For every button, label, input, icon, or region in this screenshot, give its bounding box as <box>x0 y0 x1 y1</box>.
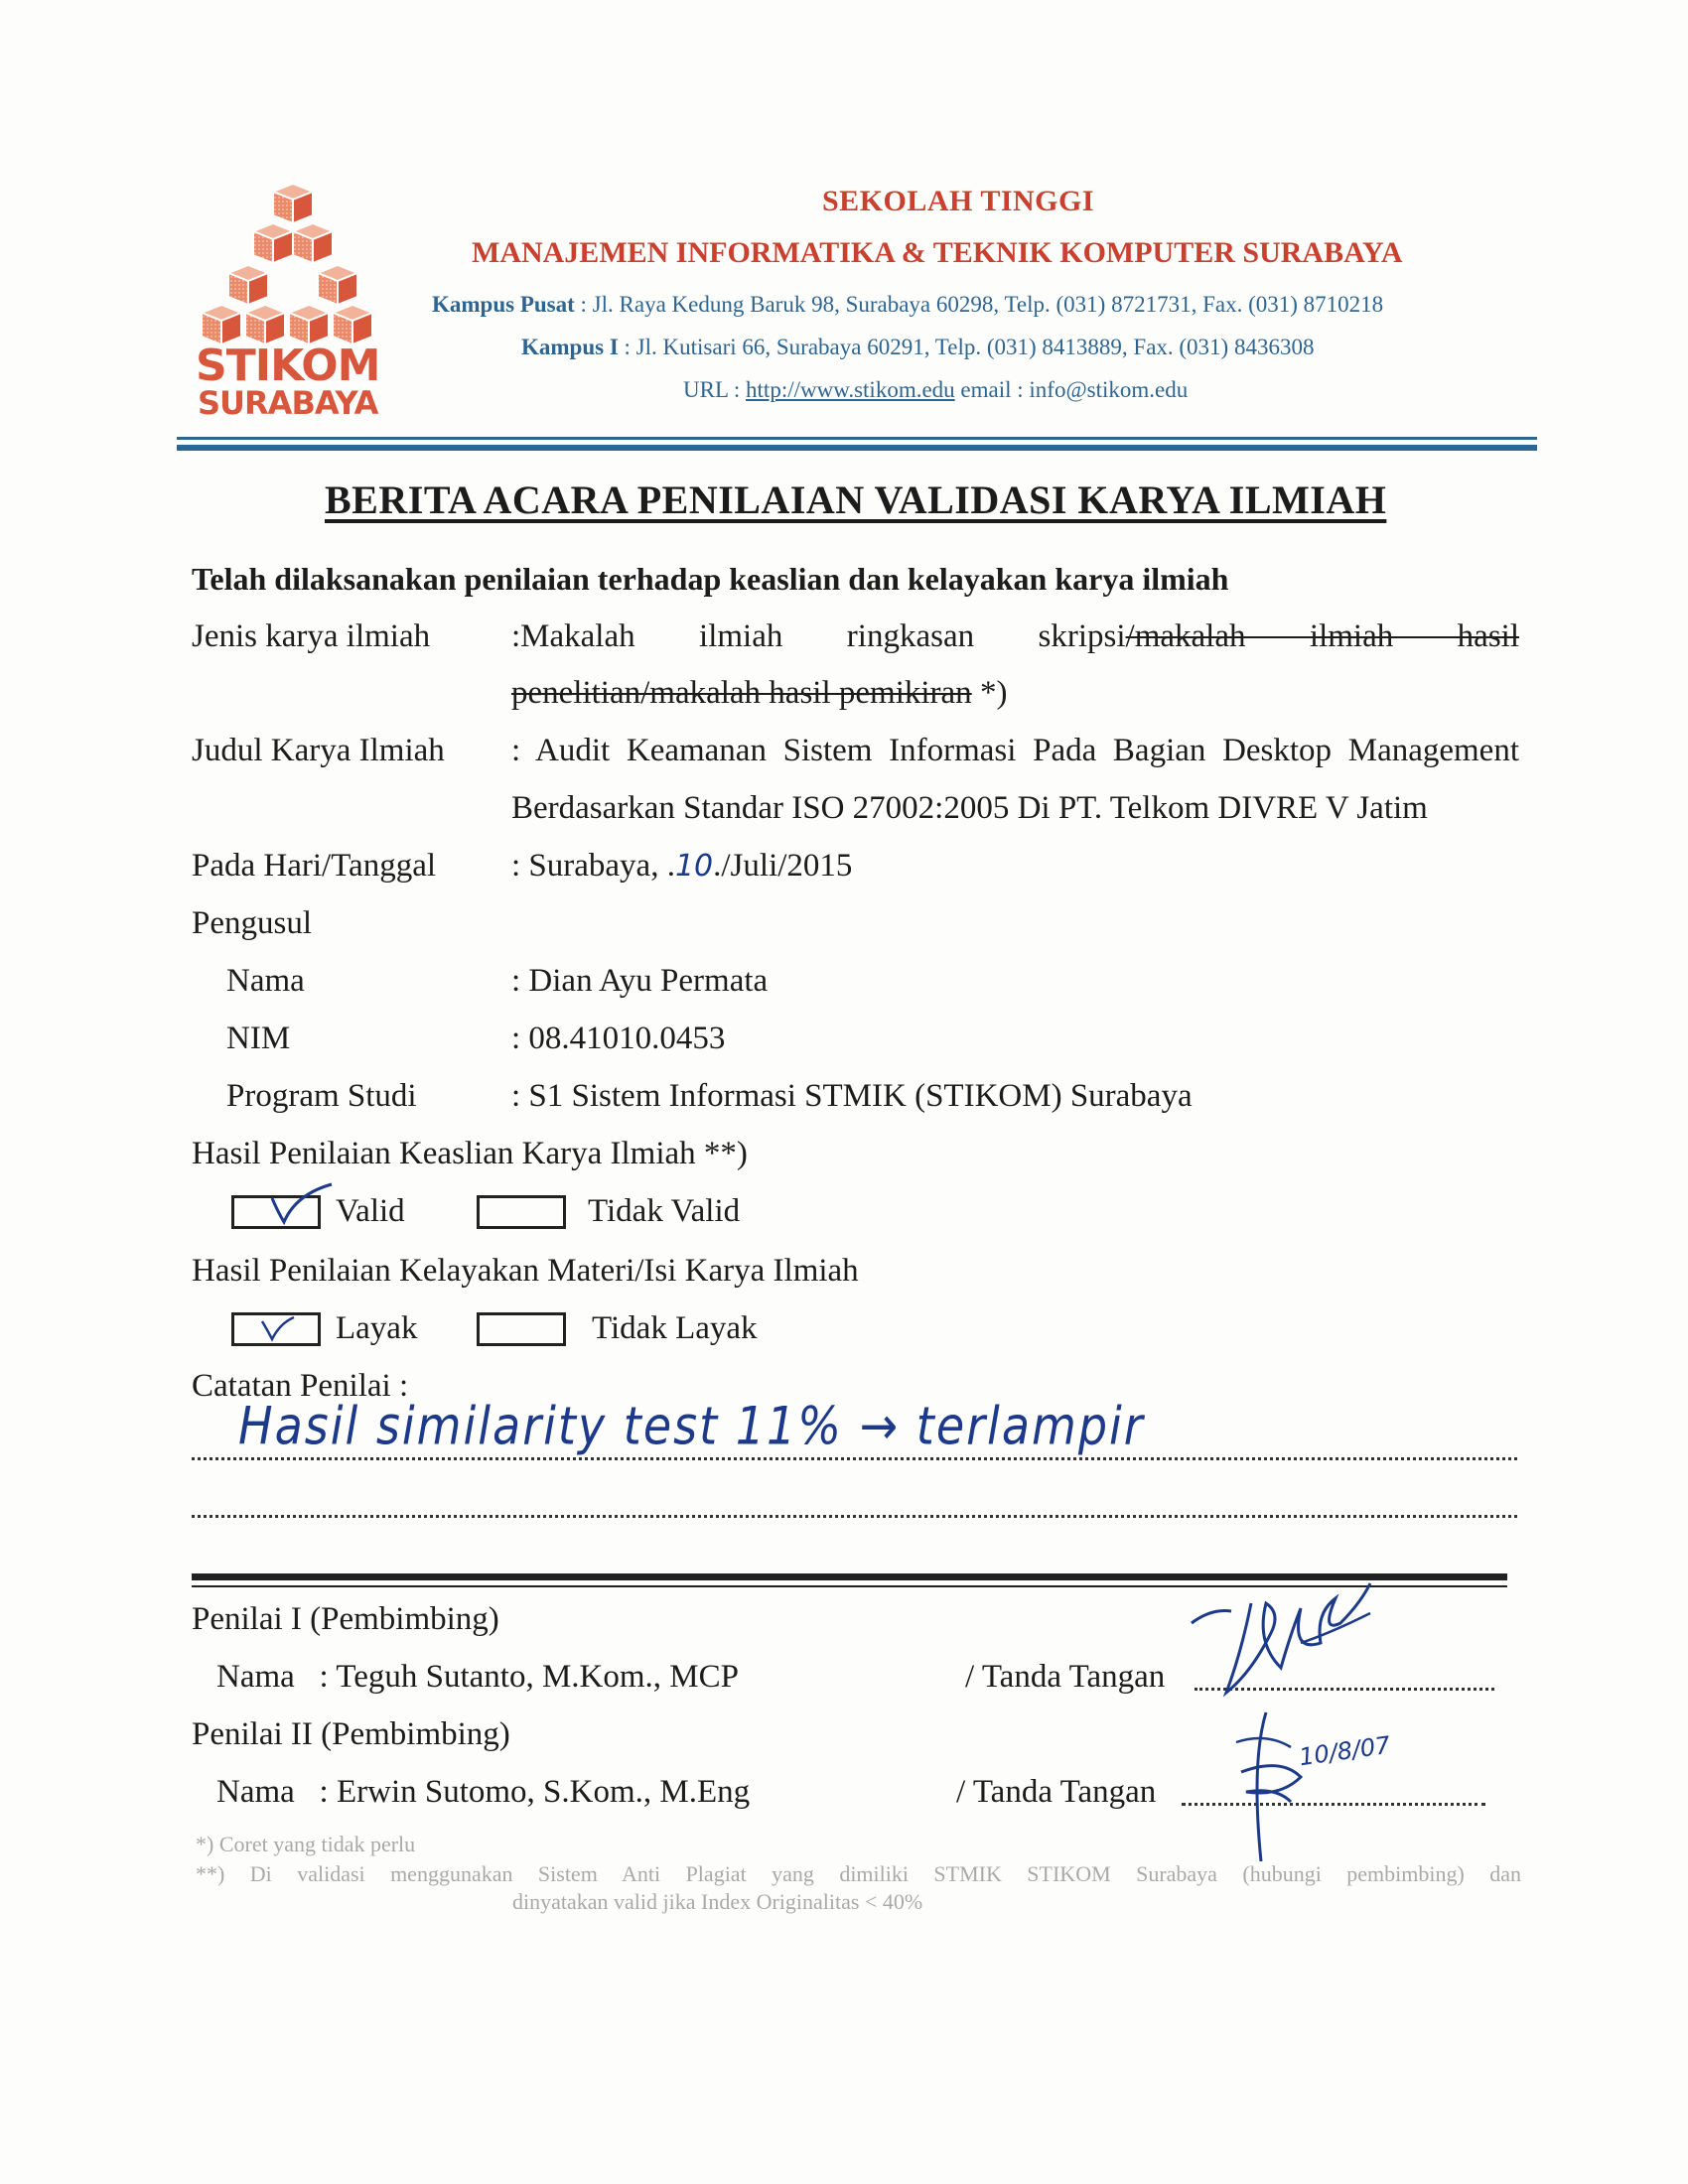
footnote-1: *) Coret yang tidak perlu <box>196 1832 416 1856</box>
tanggal-label: Pada Hari/Tanggal <box>192 848 437 884</box>
judul-label: Judul Karya Ilmiah <box>192 733 445 768</box>
email-text: email : info@stikom.edu <box>954 377 1189 402</box>
tanggal-suffix: ./Juli/2015 <box>713 848 853 884</box>
tidak-layak-label: Tidak Layak <box>592 1310 758 1346</box>
tidak-layak-checkbox[interactable] <box>477 1312 566 1346</box>
kelayakan-label: Hasil Penilaian Kelayakan Materi/Isi Karya Ilmiah <box>192 1253 859 1289</box>
url-label: URL : <box>683 377 747 402</box>
footnote-2-line-1: **) Di validasi menggunakan Sistem Anti Plagiat yang dimiliki STMIK STIKOM Surabaya (hubungi pembimbing) dan <box>196 1861 1521 1886</box>
campus-pusat-line <box>432 292 1383 318</box>
valid-label: Valid <box>336 1193 405 1229</box>
keaslian-label: Hasil Penilaian Keaslian Karya Ilmiah **) <box>192 1136 748 1171</box>
pengusul-label: Pengusul <box>192 905 313 941</box>
penilai-1-label: Penilai I (Pembimbing) <box>192 1601 499 1637</box>
document-title: BERITA ACARA PENILAIAN VALIDASI KARYA ILMIAH <box>325 478 1387 522</box>
jenis-value-struck-2: penelitian/makalah hasil pemikiran <box>511 675 972 711</box>
header-divider-thin <box>177 437 1537 440</box>
layak-checkbox[interactable] <box>231 1312 321 1346</box>
penilai-2-label: Penilai II (Pembimbing) <box>192 1716 510 1752</box>
campus-pusat-text: : Jl. Raya Kedung Baruk 98, Surabaya 60298, Telp. (031) 8721731, Fax. (031) 8710218 <box>574 292 1384 317</box>
penilai-1-nama: Nama : Teguh Sutanto, M.Kom., MCP <box>216 1659 740 1695</box>
tanggal-prefix: : Surabaya, . <box>511 848 675 884</box>
institution-line-2: MANAJEMEN INFORMATIKA & TEKNIK KOMPUTER SURABAYA <box>472 236 1403 269</box>
header-divider-thick <box>177 445 1537 451</box>
stikom-logo <box>194 184 382 427</box>
judul-line-2: Berdasarkan Standar ISO 27002:2005 Di PT. Telkom DIVRE V Jatim <box>511 790 1428 826</box>
url-line <box>683 377 1188 403</box>
jenis-value-main: :Makalah ilmiah ringkasan skripsi <box>511 618 1126 654</box>
jenis-value-suffix: *) <box>971 675 1008 711</box>
tanggal-day-handwritten: 10 <box>674 849 714 884</box>
campus-pusat-label: Kampus Pusat <box>432 292 575 317</box>
layak-label: Layak <box>336 1310 418 1346</box>
catatan-label: Catatan Penilai : <box>192 1368 409 1404</box>
valid-checkbox[interactable] <box>231 1195 321 1229</box>
triangle-blocks-logo-icon <box>194 184 382 362</box>
campus-1-label: Kampus I <box>521 335 619 359</box>
penilai-2-signature-image <box>1221 1703 1370 1871</box>
nama-label: Nama <box>226 963 305 999</box>
judul-line-1: : Audit Keamanan Sistem Informasi Pada Bagian Desktop Management <box>511 733 1519 768</box>
catatan-dotted-line-1 <box>192 1457 1517 1460</box>
footnote-2-line-2: dinyatakan valid jika Index Originalitas < 40% <box>512 1889 923 1914</box>
tidak-valid-label: Tidak Valid <box>588 1193 741 1229</box>
website-link[interactable]: http://www.stikom.edu <box>746 377 955 402</box>
logo-text-stikom: STIKOM <box>196 341 380 391</box>
nim-label: NIM <box>226 1021 291 1056</box>
institution-line-1: SEKOLAH TINGGI <box>822 185 1095 217</box>
nama-value: : Dian Ayu Permata <box>511 963 769 999</box>
campus-1-text: : Jl. Kutisari 66, Surabaya 60291, Telp. (031) 8413889, Fax. (031) 8436308 <box>618 335 1315 359</box>
tanggal-value <box>511 848 852 885</box>
jenis-value-struck-1: /makalah ilmiah hasil <box>1125 618 1520 654</box>
catatan-handwritten-note: Hasil similarity test 11% → terlampir <box>238 1395 1145 1457</box>
catatan-dotted-line-2 <box>192 1515 1517 1518</box>
penilai-1-signature-image <box>1172 1573 1390 1712</box>
intro-text: Telah dilaksanakan penilaian terhadap keaslian dan kelayakan karya ilmiah <box>192 561 1229 597</box>
nim-value: : 08.41010.0453 <box>511 1021 726 1056</box>
tidak-valid-checkbox[interactable] <box>477 1195 566 1229</box>
campus-1-line <box>521 335 1314 360</box>
penilai-1-ttd-label: / Tanda Tangan <box>965 1659 1166 1695</box>
prodi-value: : S1 Sistem Informasi STMIK (STIKOM) Surabaya <box>511 1078 1193 1114</box>
jenis-label: Jenis karya ilmiah <box>192 618 431 654</box>
penilai-2-nama: Nama : Erwin Sutomo, S.Kom., M.Eng <box>216 1774 751 1810</box>
checkmark-icon <box>234 1184 318 1212</box>
prodi-label: Program Studi <box>226 1078 417 1114</box>
logo-text-surabaya: SURABAYA <box>198 384 378 422</box>
checkmark-icon <box>234 1315 318 1343</box>
jenis-value-line-1 <box>511 618 1519 655</box>
penilai-2-ttd-label: / Tanda Tangan <box>956 1774 1157 1810</box>
penilai-2-date-note: 10/8/07 <box>1297 1730 1393 1772</box>
jenis-value-line-2 <box>511 675 1007 712</box>
